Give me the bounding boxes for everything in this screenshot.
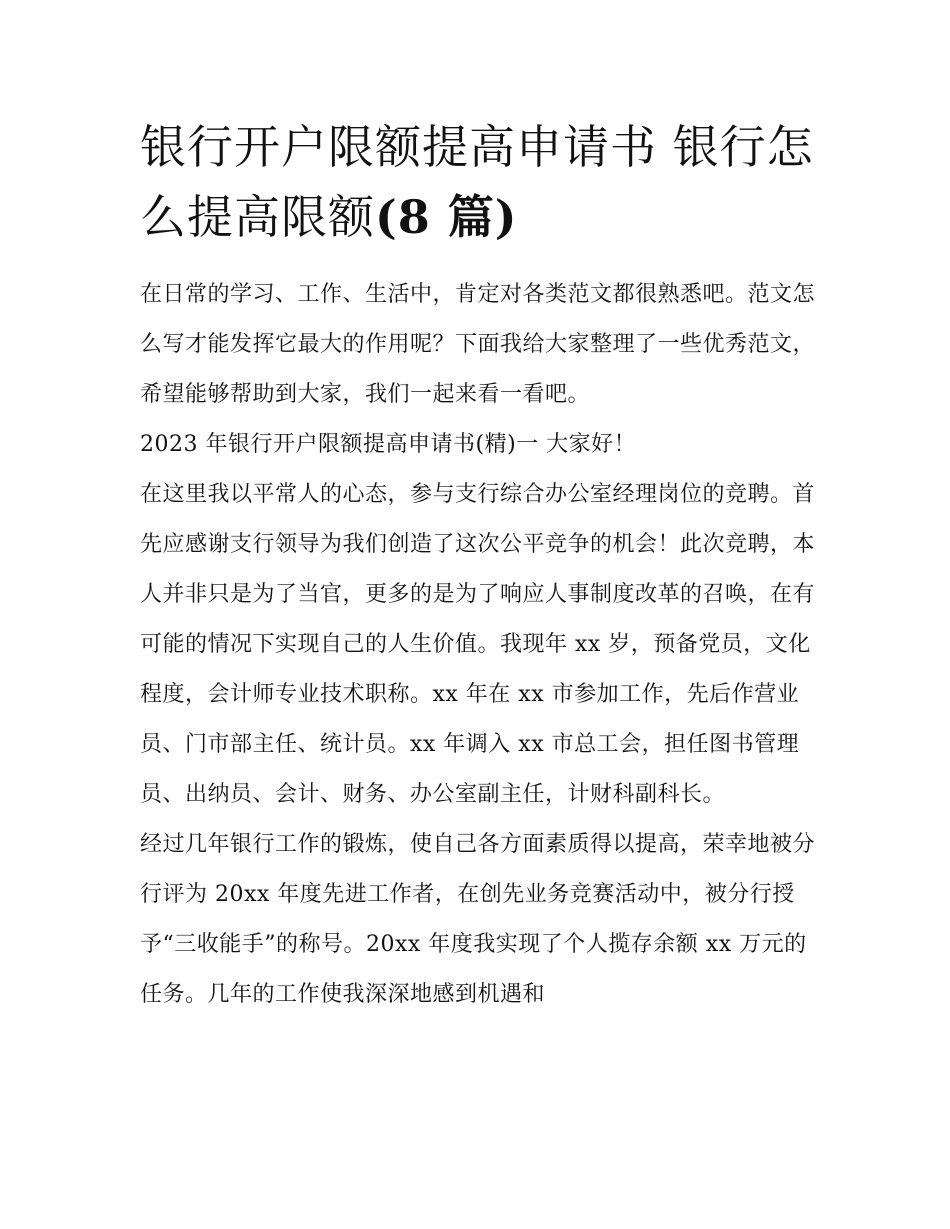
- body-paragraph: 在这里我以平常人的心态，参与支行综合办公室经理岗位的竞聘。首先应感谢支行领导为我们创造了这次公平竞争的机会！此次竞聘，本人并非只是为了当官，更多的是为了响应人事制度改革的召唤，在有可能的情况下实现自己的人生价值。我现年 xx 岁，预备党员，文化程度，会计师专业技术职称。xx 年在 xx 市参加工作，先后作营业员、门市部主任、统计员。xx 年调入 xx 市总工会，担任图书管理员、出纳员、会计、财务、办公室副主任，计财科副科长。: [140, 482, 816, 807]
- title-suffix-text: (8 篇): [375, 190, 518, 244]
- intro-paragraph: 在日常的学习、工作、生活中，肯定对各类范文都很熟悉吧。范文怎么写才能发挥它最大的作用呢？下面我给大家整理了一些优秀范文，希望能够帮助到大家，我们一起来看一看吧。: [140, 282, 816, 407]
- document-title: [140, 112, 820, 252]
- body-paragraph: 经过几年银行工作的锻炼，使自己各方面素质得以提高，荣幸地被分行评为 20xx 年度先进工作者，在创先业务竞赛活动中，被分行授予“三收能手”的称号。20xx 年度我实现了个人揽存余额 xx 万元的任务。几年的工作使我深深地感到机遇和: [140, 832, 816, 1007]
- section-heading-paragraph: 2023 年银行开户限额提高申请书(精)一 大家好！: [140, 432, 637, 457]
- document-content: [140, 112, 820, 1020]
- document-body: [140, 270, 820, 1020]
- title-main-text: 银行开户限额提高申请书 银行怎么提高限额: [140, 120, 814, 244]
